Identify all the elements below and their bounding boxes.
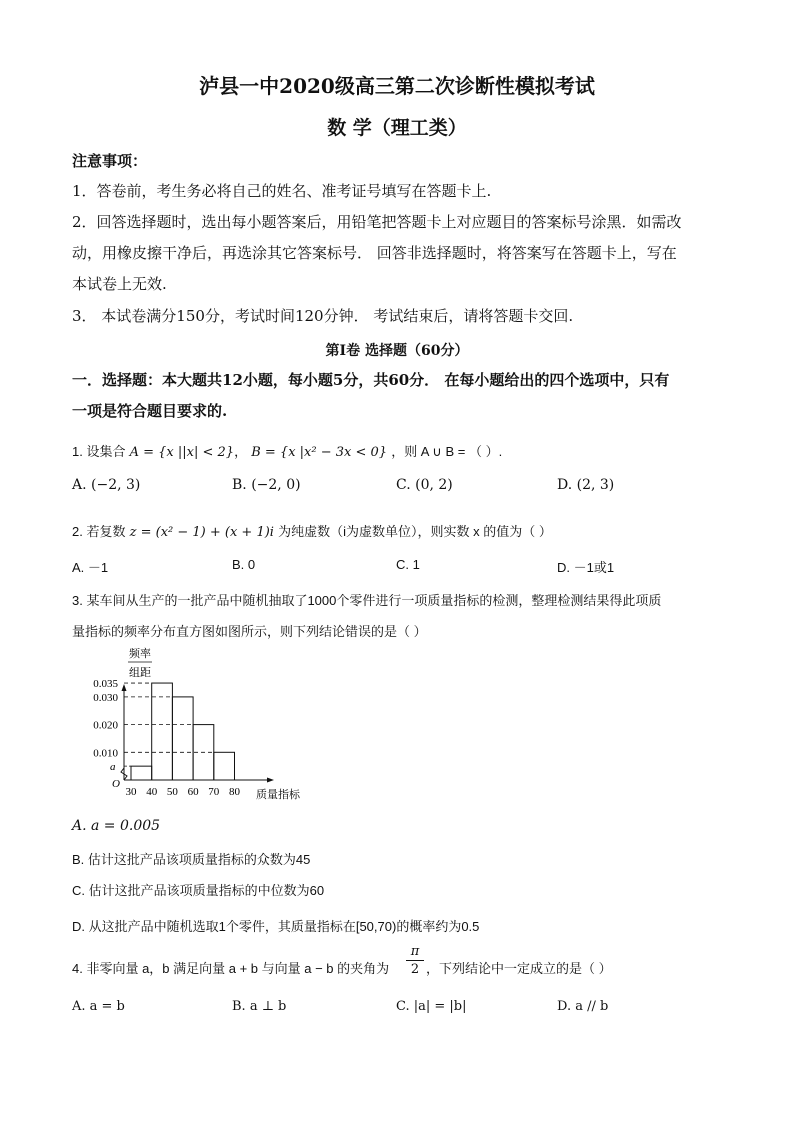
histogram-bar <box>214 752 235 780</box>
q3-option-d: D. 从这批产品中随机选取1个零件，其质量指标在[50,70)的概率约为0.5 <box>72 919 480 934</box>
question-1 <box>72 441 502 460</box>
x-tick-label: 50 <box>166 786 178 798</box>
q2-option-c: C. 1 <box>396 557 420 572</box>
question-2 <box>72 521 552 540</box>
q4-option-b: B. a ⊥ b <box>232 999 287 1014</box>
note-2-line-3: 本试卷上无效. <box>72 275 167 293</box>
q4-text-end: ，下列结论中一定成立的是（ ） <box>426 961 612 976</box>
section-title: 第I卷 选择题（60分） <box>325 343 469 359</box>
q3-option-a <box>72 818 160 834</box>
section-intro-line-1: 一．选择题：本大题共12小题，每小题5分，共60分． 在每小题给出的四个选项中，只有 <box>72 371 670 389</box>
q1-set-b: B = {x |x² − 3x < 0} <box>251 445 388 460</box>
q3-line-1: 3. 某车间从生产的一批产品中随机抽取了1000个零件进行一项质量指标的检测，整理检测结果得此项质 <box>72 593 662 608</box>
note-1: 1．答卷前，考生务必将自己的姓名、准考证号填写在答题卡上. <box>72 182 492 200</box>
histogram-bar <box>152 683 173 780</box>
q4-fraction-numerator: π <box>410 944 420 959</box>
histogram-bar <box>131 766 152 780</box>
q2-option-a: A. －1 <box>72 560 109 575</box>
q1-sep: ， <box>234 445 248 460</box>
q1-option-b: B. (−2, 0) <box>232 477 301 493</box>
y-axis-arrow <box>122 684 127 691</box>
x-tick-label: 40 <box>146 786 158 798</box>
x-tick-label: 70 <box>208 786 220 798</box>
q4-option-d: D. a // b <box>557 999 609 1014</box>
y-tick-label: 0.010 <box>93 747 118 760</box>
y-tick-label: 0.020 <box>93 719 118 732</box>
y-label-numerator: 频率 <box>129 648 151 660</box>
q3-line-2: 量指标的频率分布直方图如图所示，则下列结论错误的是（ ） <box>72 624 427 639</box>
q4-fraction <box>406 944 424 977</box>
origin-label: O <box>112 778 120 790</box>
q2-prefix: 2. 若复数 <box>72 524 126 539</box>
y-tick-label: 0.030 <box>93 691 118 704</box>
q3-option-b: B. 估计这批产品该项质量指标的众数为45 <box>72 852 311 867</box>
q3-option-c: C. 估计这批产品该项质量指标的中位数为60 <box>72 883 325 898</box>
x-tick-label: 60 <box>187 786 199 798</box>
q4-fraction-bar <box>406 960 424 961</box>
x-axis-arrow <box>267 778 274 783</box>
q4-text-start: 4. 非零向量 a，b 满足向量 a + b 与向量 a − b 的夹角为 <box>72 961 390 976</box>
q1-prefix: 1. 设集合 <box>72 444 126 459</box>
notes-heading: 注意事项： <box>72 152 148 170</box>
q2-option-b: B. 0 <box>232 557 256 572</box>
q1-option-c: C. (0, 2) <box>396 477 453 493</box>
exam-subtitle: 数 学（理工类） <box>327 117 467 139</box>
y-tick-label: 0.035 <box>93 678 118 691</box>
q4-option-c: C. |a| = |b| <box>396 999 467 1014</box>
q3-option-a-text: A. a = 0.005 <box>72 818 161 834</box>
q2-expression: z = (x² − 1) + (x + 1)i <box>129 525 274 540</box>
y-label-denominator: 组距 <box>129 667 151 679</box>
exam-title: 泸县一中2020级高三第二次诊断性模拟考试 <box>199 74 595 98</box>
histogram-chart <box>80 643 320 808</box>
q1-option-d: D. (2, 3) <box>557 477 615 493</box>
section-intro-line-2: 一项是符合题目要求的. <box>72 402 228 420</box>
q2-suffix: 为纯虚数（i为虚数单位），则实数 x 的值为（ ） <box>278 524 552 539</box>
q4-option-a: A. a = b <box>72 999 125 1014</box>
histogram-bar <box>172 697 193 780</box>
q1-option-a: A. (−2, 3) <box>72 477 141 493</box>
q2-option-d: D. －1或1 <box>557 560 615 575</box>
x-tick-label: 80 <box>229 786 240 798</box>
note-2-line-2: 动，用橡皮擦干净后，再选涂其它答案标号． 回答非选择题时，将答案写在答题卡上，写在 <box>72 244 677 262</box>
note-3: 3． 本试卷满分150分，考试时间120分钟． 考试结束后，请将答题卡交回. <box>72 307 574 325</box>
a-tick-label: a <box>110 761 116 774</box>
x-axis-label: 质量指标 <box>256 789 300 801</box>
note-2-line-1: 2．回答选择题时，选出每小题答案后，用铅笔把答题卡上对应题目的答案标号涂黑．如需改 <box>72 213 682 231</box>
q1-set-a: A = {x ||x| < 2} <box>129 445 235 460</box>
x-tick-label: 30 <box>125 786 137 798</box>
q4-fraction-denominator: 2 <box>410 962 420 977</box>
q1-suffix: ，则 A ∪ B = （ ）. <box>391 444 503 459</box>
